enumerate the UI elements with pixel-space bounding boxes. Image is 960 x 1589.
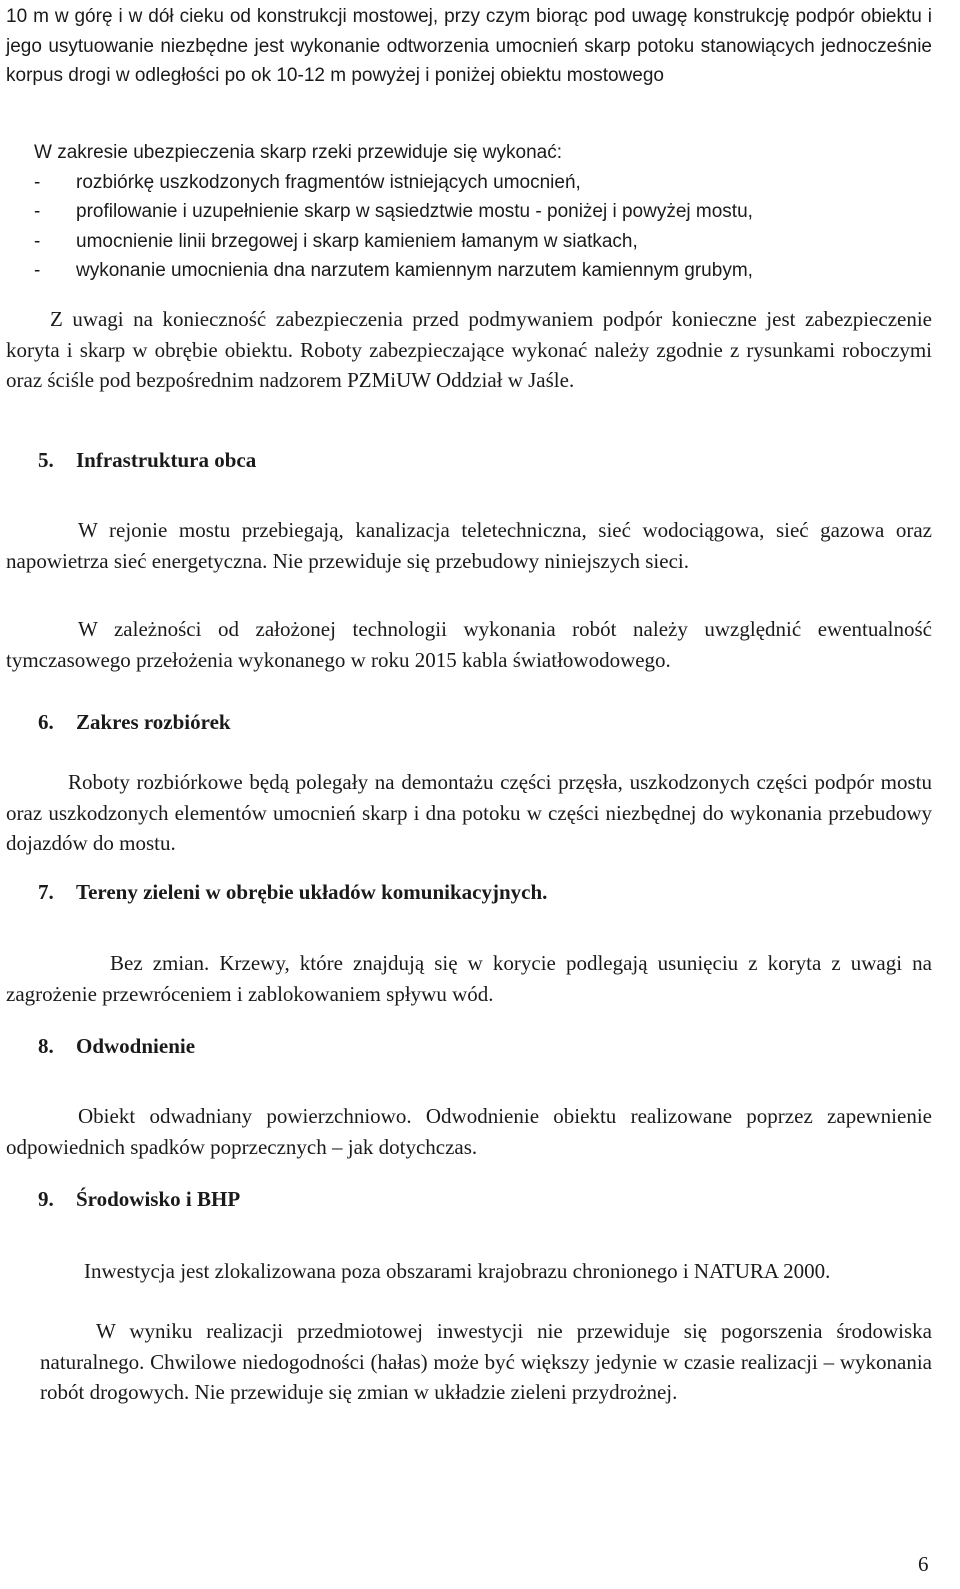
section-number: 7.: [38, 880, 54, 904]
list-item: - wykonanie umocnienia dna narzutem kamiennym narzutem kamiennym grubym,: [4, 256, 934, 286]
section-8-paragraph: Obiekt odwadniany powierzchniowo. Odwodnienie obiektu realizowane poprzez zapewnienie odpowiednich spadków poprzecznych – jak dotychczas.: [6, 1104, 932, 1159]
section-5-paragraph-2: W zależności od założonej technologii wykonania robót należy uwzględnić ewentualność tymczasowego przełożenia wykonanego w roku 2015 kabla światłowodowego.: [6, 617, 932, 672]
section-7-paragraph: Bez zmian. Krzewy, które znajdują się w korycie podlegają usunięciu z koryta z uwagi na zagrożenie przewróceniem i zablokowaniem spływu wód.: [6, 951, 932, 1006]
list-item: - umocnienie linii brzegowej i skarp kamieniem łamanym w siatkach,: [4, 227, 934, 257]
list-item: - rozbiórkę uszkodzonych fragmentów istniejących umocnień,: [4, 168, 934, 198]
section-heading-7: [38, 880, 547, 905]
scope-block: [34, 138, 934, 286]
section-title: Infrastruktura obca: [76, 448, 257, 472]
scope-lead: W zakresie ubezpieczenia skarp rzeki przewiduje się wykonać:: [34, 142, 563, 163]
section-9-paragraph-2: W wyniku realizacji przedmiotowej inwestycji nie przewiduje się pogorszenia środowiska naturalnego. Chwilowe niedogodności (hałas) może być większy jedynie w czasie realizacji – wykonania robót drogowych. Nie przewiduje się zmian w układzie zieleni przydrożnej.: [40, 1319, 932, 1404]
section-title: Odwodnienie: [76, 1034, 196, 1058]
list-item: - profilowanie i uzupełnienie skarp w sąsiedztwie mostu - poniżej i powyżej mostu,: [4, 197, 934, 227]
section-heading-8: [38, 1034, 195, 1059]
section-number: 5.: [38, 448, 54, 472]
protection-paragraph: Z uwagi na konieczność zabezpieczenia przed podmywaniem podpór konieczne jest zabezpieczenie koryta i skarp w obrębie obiektu. Roboty zabezpieczające wykonać należy zgodnie z rysunkami roboczymi oraz ściśle pod bezpośrednim nadzorem PZMiUW Oddział w Jaśle.: [6, 307, 932, 392]
section-9-paragraph-1: Inwestycja jest zlokalizowana poza obszarami krajobrazu chronionego i NATURA 2000.: [84, 1259, 831, 1283]
section-number: 8.: [38, 1034, 54, 1058]
intro-paragraph: 10 m w górę i w dół cieku od konstrukcji mostowej, przy czym biorąc pod uwagę konstrukcję podpór obiektu i jego usytuowanie niezbędne jest wykonanie odtworzenia umocnień skarp potoku stanowiących jednocześnie korpus drogi w odległości po ok 10-12 m powyżej i poniżej obiektu mostowego: [6, 6, 932, 86]
scope-list: [4, 168, 934, 286]
section-number: 9.: [38, 1187, 54, 1211]
section-heading-5: [38, 448, 256, 473]
section-heading-9: [38, 1187, 240, 1212]
section-6-paragraph: Roboty rozbiórkowe będą polegały na demontażu części przęsła, uszkodzonych części podpór mostu oraz uszkodzonych elementów umocnień skarp i dna potoku w części niezbędnej do wykonania przebudowy dojazdów do mostu.: [6, 770, 932, 855]
section-title: Zakres rozbiórek: [76, 710, 231, 734]
section-number: 6.: [38, 710, 54, 734]
section-title: Tereny zieleni w obrębie układów komunikacyjnych.: [76, 880, 548, 904]
section-5-paragraph-1: W rejonie mostu przebiegają, kanalizacja teletechniczna, sieć wodociągowa, sieć gazowa oraz napowietrza sieć energetyczna. Nie przewiduje się przebudowy niniejszych sieci.: [6, 518, 932, 573]
section-heading-6: [38, 710, 231, 735]
page-number: 6: [918, 1552, 929, 1576]
section-title: Środowisko i BHP: [76, 1187, 241, 1211]
